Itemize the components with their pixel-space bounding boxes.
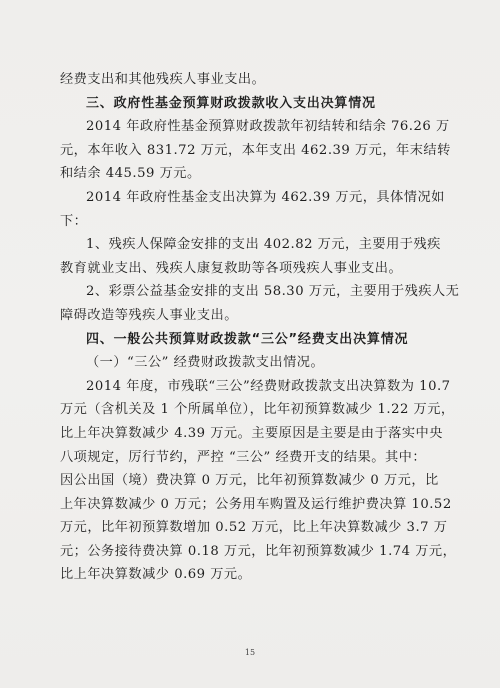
text-line: 1、残疾人保障金安排的支出 402.82 万元，主要用于残疾: [86, 237, 441, 253]
page-number: 15: [244, 648, 256, 657]
text-line: 万元（含机关及 1 个所属单位），比年初预算数减少 1.22 万元，: [60, 402, 455, 418]
text-line: 下：: [60, 213, 88, 229]
text-line: 八项规定，厉行节约，严控 “三公” 经费开支的结果。其中：: [60, 449, 427, 465]
text-line: 经费支出和其他残疾人事业支出。: [60, 72, 266, 87]
section-heading: 三、政府性基金预算财政拨款收入支出决算情况: [86, 95, 376, 111]
text-line: 元，本年收入 831.72 万元，本年支出 462.39 万元，年末结转: [60, 142, 451, 158]
text-line: 2014 年度，市残联“三公”经费财政拨款支出决算数为 10.7: [86, 378, 451, 394]
text-line: 2014 年政府性基金支出决算为 462.39 万元，具体情况如: [86, 189, 445, 205]
text-line: 2、彩票公益基金安排的支出 58.30 万元，主要用于残疾人无: [86, 284, 460, 300]
text-line: 因公出国（境）费决算 0 万元，比年初预算数减少 0 万元，比: [60, 473, 439, 489]
text-line: 2014 年政府性基金预算财政拨款年初结转和结余 76.26 万: [86, 119, 450, 135]
text-line: （一）“三公” 经费财政拨款支出情况。: [86, 355, 325, 371]
section-heading: 四、一般公共预算财政拨款“三公”经费支出决算情况: [86, 331, 409, 347]
text-line: 比上年决算数减少 4.39 万元。主要原因是主要是由于落实中央: [60, 425, 443, 441]
text-line: 比上年决算数减少 0.69 万元。: [60, 567, 252, 583]
text-line: 障碍改造等残疾人事业支出。: [60, 307, 238, 323]
text-line: 教育就业支出、残疾人康复救助等各项残疾人事业支出。: [60, 260, 403, 276]
text-line: 和结余 445.59 万元。: [60, 166, 201, 182]
text-line: 万元，比年初预算数增加 0.52 万元，比上年决算数减少 3.7 万: [60, 520, 448, 536]
document-body: [60, 68, 460, 587]
text-line: 上年决算数减少 0 万元；公务用车购置及运行维护费决算 10.52: [60, 496, 452, 512]
text-line: 元；公务接待费决算 0.18 万元，比年初预算数减少 1.74 万元，: [60, 543, 457, 559]
